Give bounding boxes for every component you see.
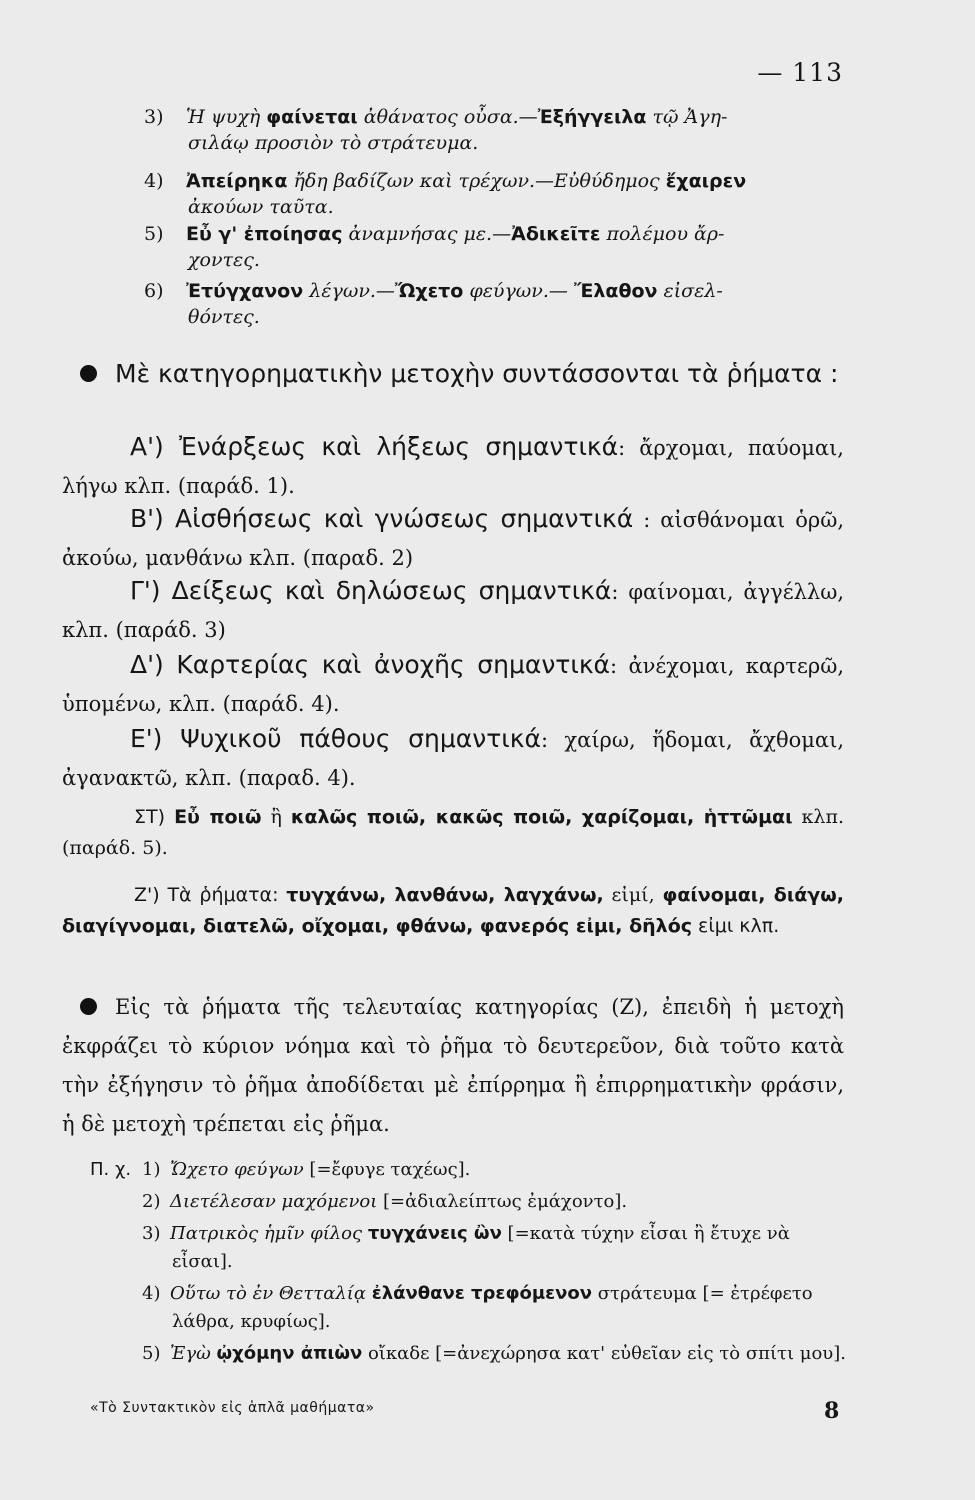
example-continuation: θόντες.: [188, 306, 260, 328]
category-heading: Α') Ἐνάρξεως καὶ λήξεως σημαντικά: [130, 432, 619, 461]
intro-paragraph: Μὲ κατηγορηματικὴν μετοχὴν συντάσσονται τὰ ῥήματα :: [62, 356, 844, 392]
example-number: 4): [144, 170, 164, 192]
list-item: 4) Οὕτω τὸ ἐν Θετταλίᾳ ἐλάνθανε τρεφόμενον στράτευμα [= ἐτρέφετο λάθρα, κρυφίως].: [142, 1283, 813, 1332]
example-4: 4) Ἀπείρηκα ἤδη βαδίζων καὶ τρέχων.—Εὐθύδημος ἔχαιρεν ἀκούων ταῦτα.: [144, 168, 844, 220]
category-heading: Δ') Καρτερίας καὶ ἀνοχῆς σημαντικά: [130, 650, 611, 679]
example-number: 6): [144, 280, 164, 302]
category-b: Β') Αἰσθήσεως καὶ γνώσεως σημαντικά : αἰσθάνομαι ὁρῶ, ἀκούω, μανθάνω κλπ. (παραδ. 2): [62, 504, 844, 570]
category-a: Α') Ἐνάρξεως καὶ λήξεως σημαντικά: ἄρχομαι, παύομαι, λήγω κλπ. (παράδ. 1).: [62, 432, 844, 498]
category-heading: Β') Αἰσθήσεως καὶ γνώσεως σημαντικά: [130, 504, 634, 533]
example-number: 3): [144, 106, 164, 128]
example-number: 5): [144, 223, 164, 245]
list-item: 5) Ἐγὼ ᾠχόμην ἀπιὼν οἴκαδε [=ἀνεχώρησα κατ' εὐθεῖαν εἰς τὸ σπίτι μου].: [142, 1343, 846, 1364]
category-z: Ζ') Τὰ ῥήματα: τυγχάνω, λανθάνω, λαγχάνω, εἰμί, φαίνομαι, διάγω, διαγίγνομαι, διατελῶ, οἴχομαι, φθάνω, φανερός εἰμι, δῆλός εἰμι κλπ.: [62, 884, 844, 937]
example-continuation: χοντες.: [188, 249, 260, 271]
page-number: — 113: [757, 58, 843, 87]
examples-list: [90, 1156, 850, 1368]
category-d: Δ') Καρτερίας καὶ ἀνοχῆς σημαντικά: ἀνέχομαι, καρτερῶ, ὑπομένω, κλπ. (παράδ. 4).: [62, 650, 844, 716]
example-5: 5) Εὖ γ' ἐποίησας ἀναμνήσας με.—Ἀδικεῖτε πολέμου ἄρ- χοντες.: [144, 221, 844, 273]
signature-mark: 8: [824, 1398, 840, 1424]
category-st: ΣΤ) Εὖ ποιῶ ἢ καλῶς ποιῶ, κακῶς ποιῶ, χαρίζομαι, ἡττῶμαι κλπ. (παράδ. 5).: [62, 806, 844, 859]
example-continuation: ἀκούων ταῦτα.: [188, 196, 334, 218]
list-item: 1) Ὤχετο φεύγων [=ἔφυγε ταχέως].: [142, 1159, 471, 1180]
example-continuation: σιλάῳ προσιὸν τὸ στράτευμα.: [188, 132, 479, 154]
closing-paragraph: Εἰς τὰ ῥήματα τῆς τελευταίας κατηγορίας (Ζ), ἐπειδὴ ἡ μετοχὴ ἐκφράζει τὸ κύριον νόημα καὶ τὸ ῥῆμα τὸ δευτερεῦον, διὰ τοῦτο κατὰ τὴν ἐξήγησιν τὸ ῥῆμα ἀποδίδεται μὲ ἐπίρρημα ἢ ἐπιρρηματικὴν φράσιν, ἡ δὲ μετοχὴ τρέπεται εἰς ῥῆμα.: [62, 995, 844, 1136]
category-e: Ε') Ψυχικοῦ πάθους σημαντικά: χαίρω, ἥδομαι, ἄχθομαι, ἀγανακτῶ, κλπ. (παραδ. 4).: [62, 724, 844, 790]
list-item: 2) Διετέλεσαν μαχόμενοι [=ἀδιαλείπτως ἐμάχοντο].: [142, 1191, 628, 1212]
footer-title: «Τὸ Συντακτικὸν εἰς ἁπλᾶ μαθήματα»: [90, 1400, 375, 1416]
bullet-icon: [80, 998, 97, 1015]
bullet-icon: [80, 365, 97, 382]
category-heading: Ε') Ψυχικοῦ πάθους σημαντικά: [130, 724, 541, 753]
example-3: 3) Ἡ ψυχὴ φαίνεται ἀθάνατος οὖσα.—Ἐξήγγειλα τῷ Ἀγη- σιλάῳ προσιὸν τὸ στράτευμα.: [144, 104, 844, 156]
category-heading: Γ') Δείξεως καὶ δηλώσεως σημαντικά: [130, 576, 612, 605]
list-item: 3) Πατρικὸς ἡμῖν φίλος τυγχάνεις ὢν [=κατὰ τύχην εἶσαι ἢ ἔτυχε νὰ εἶσαι].: [142, 1223, 790, 1272]
category-c: Γ') Δείξεως καὶ δηλώσεως σημαντικά: φαίνομαι, ἀγγέλλω, κλπ. (παράδ. 3): [62, 576, 845, 642]
example-6: 6) Ἐτύγχανον λέγων.—Ὤχετο φεύγων.— Ἔλαθον εἰσελ- θόντες.: [144, 278, 844, 330]
examples-label: Π. χ.: [90, 1159, 132, 1180]
